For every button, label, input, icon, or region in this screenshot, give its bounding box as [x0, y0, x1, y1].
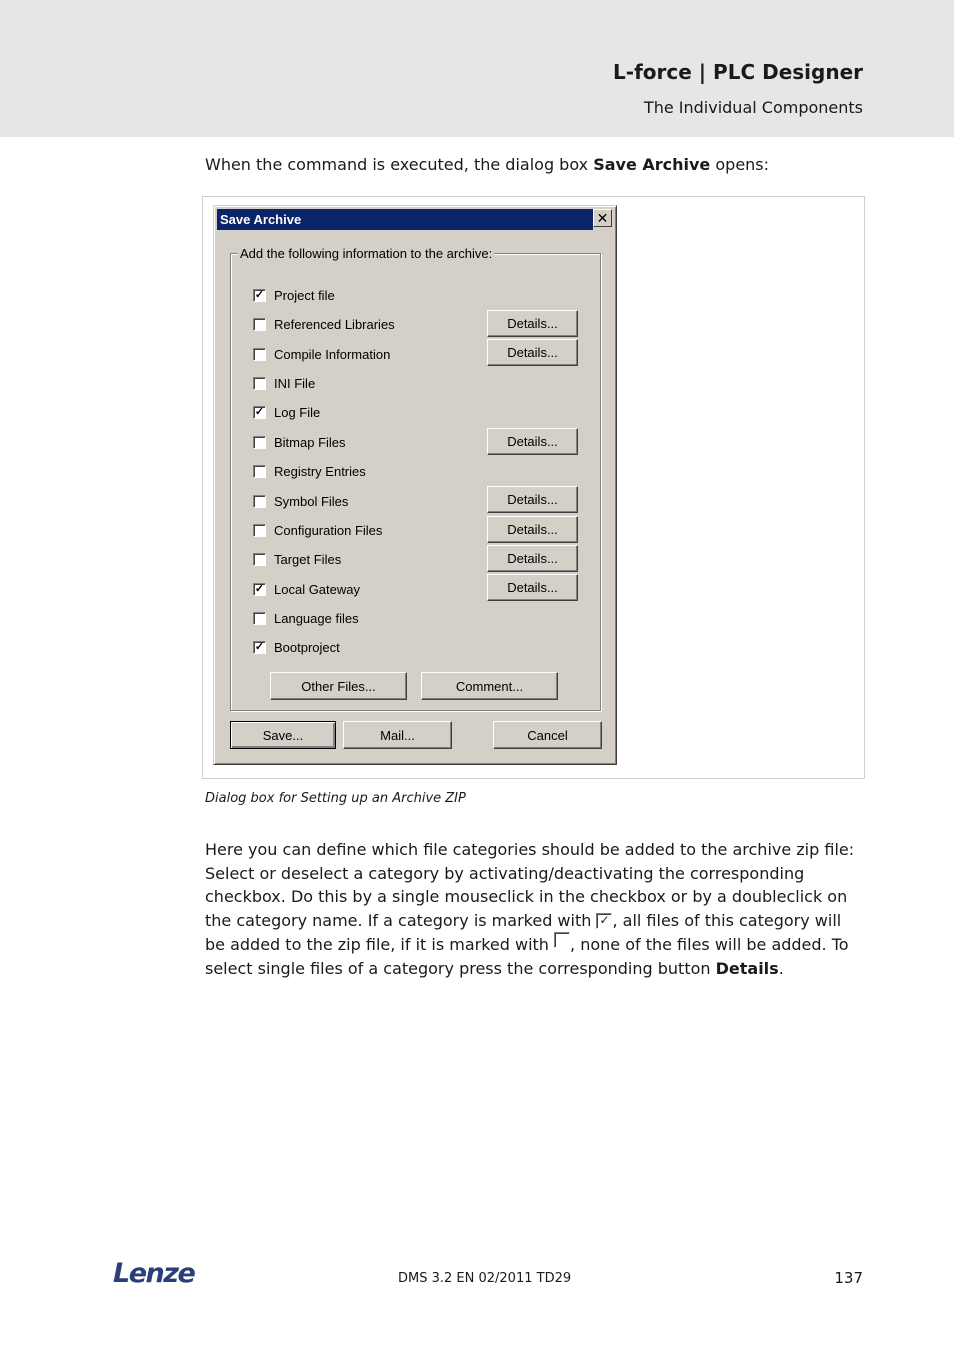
checkbox-row-target-files[interactable]: [253, 551, 341, 567]
checkbox-configuration-files[interactable]: [253, 524, 266, 537]
details-button-referenced-libraries[interactable]: Details...: [487, 310, 578, 337]
save-archive-dialog: [213, 205, 617, 765]
checkbox-row-log-file[interactable]: [253, 404, 320, 420]
dialog-titlebar: [217, 209, 593, 230]
checkbox-target-files[interactable]: [253, 553, 266, 566]
checkbox-compile-information[interactable]: [253, 348, 266, 361]
comment-button[interactable]: Comment...: [421, 672, 558, 700]
checkbox-label[interactable]: Project file: [274, 287, 335, 303]
intro-bold: Save Archive: [593, 155, 711, 174]
checkbox-local-gateway[interactable]: ✓: [254, 582, 265, 595]
checked-checkbox-icon: ✓: [596, 913, 612, 929]
checkbox-row-referenced-libraries[interactable]: [253, 316, 395, 332]
other-files-button[interactable]: Other Files...: [270, 672, 407, 700]
checkbox-symbol-files[interactable]: [253, 495, 266, 508]
unchecked-checkbox-icon: [554, 932, 570, 948]
checkbox-row-compile-information[interactable]: [253, 346, 390, 362]
details-button-local-gateway[interactable]: Details...: [487, 574, 578, 601]
checkbox-ini-file[interactable]: [253, 377, 266, 390]
checkbox-row-ini-file[interactable]: [253, 375, 315, 391]
mail-button[interactable]: Mail...: [343, 721, 452, 749]
close-icon[interactable]: ✕: [593, 209, 612, 227]
para-part2: , all files of this category will be added to the zip file, if it is marked with: [205, 910, 842, 954]
details-button-configuration-files[interactable]: Details...: [487, 516, 578, 543]
group-label: Add the following information to the archive:: [240, 246, 493, 261]
checkbox-registry-entries[interactable]: [253, 465, 266, 478]
checkbox-label[interactable]: Target Files: [274, 551, 342, 567]
checkbox-label[interactable]: Configuration Files: [274, 522, 383, 538]
checkbox-bitmap-files[interactable]: [253, 436, 266, 449]
lenze-logo: Lenze: [113, 1258, 195, 1289]
checkbox-row-symbol-files[interactable]: [253, 493, 348, 509]
checkbox-label[interactable]: Symbol Files: [274, 493, 349, 509]
intro-suffix: opens:: [710, 155, 770, 174]
details-button-compile-information[interactable]: Details...: [487, 339, 578, 366]
para-part3: , none of the files will be added. To select single files of a category press the corresponding button: [205, 935, 849, 978]
checkbox-language-files[interactable]: [253, 612, 266, 625]
dialog-title: Save Archive: [220, 212, 302, 227]
body-paragraph: [205, 838, 865, 980]
checkbox-bootproject[interactable]: ✓: [254, 640, 265, 653]
checkbox-row-language-files[interactable]: [253, 610, 359, 626]
checkbox-row-registry-entries[interactable]: [253, 463, 366, 479]
checkbox-row-configuration-files[interactable]: [253, 522, 382, 538]
page-number: 137: [834, 1269, 863, 1287]
details-button-symbol-files[interactable]: Details...: [487, 486, 578, 513]
details-button-bitmap-files[interactable]: Details...: [487, 428, 578, 455]
footer-doc-id: DMS 3.2 EN 02/2011 TD29: [398, 1271, 572, 1286]
checkbox-label[interactable]: Bootproject: [274, 639, 340, 655]
intro-prefix: When the command is executed, the dialog box: [205, 155, 594, 174]
checkbox-row-bootproject[interactable]: [253, 639, 340, 655]
checkbox-row-bitmap-files[interactable]: [253, 434, 346, 450]
para-bold-details: Details: [715, 958, 779, 978]
details-button-target-files[interactable]: Details...: [487, 545, 578, 572]
figure-caption: Dialog box for Setting up an Archive ZIP: [205, 791, 466, 806]
page-header: [0, 0, 954, 137]
checkbox-label[interactable]: Compile Information: [274, 346, 391, 362]
save-button[interactable]: Save...: [230, 721, 336, 749]
checkbox-label[interactable]: Registry Entries: [274, 463, 366, 479]
checkbox-log-file[interactable]: ✓: [254, 405, 265, 418]
checkbox-project-file[interactable]: ✓: [254, 288, 265, 301]
intro-text: [205, 155, 769, 174]
checkbox-label[interactable]: INI File: [274, 375, 316, 391]
para-part1: Here you can define which file categories should be added to the archive zip file: Select or deselect a category by activating/deactivating the corresponding checkbox. Do this by a single mouseclick in the checkbox or by a doubleclick on the category name. If a category is marked with: [205, 840, 855, 930]
checkbox-referenced-libraries[interactable]: [253, 318, 266, 331]
checkbox-label[interactable]: Referenced Libraries: [274, 316, 395, 332]
header-subtitle: The Individual Components: [643, 98, 863, 117]
checkbox-row-local-gateway[interactable]: [253, 581, 360, 597]
cancel-button[interactable]: Cancel: [493, 721, 602, 749]
checkbox-row-project-file[interactable]: [253, 287, 335, 303]
checkbox-label[interactable]: Local Gateway: [274, 581, 360, 597]
checkbox-label[interactable]: Language files: [274, 610, 359, 626]
header-title: L-force | PLC Designer: [613, 60, 863, 84]
checkbox-label[interactable]: Bitmap Files: [274, 434, 346, 450]
checkbox-label[interactable]: Log File: [274, 404, 321, 420]
para-part4: .: [778, 958, 784, 978]
